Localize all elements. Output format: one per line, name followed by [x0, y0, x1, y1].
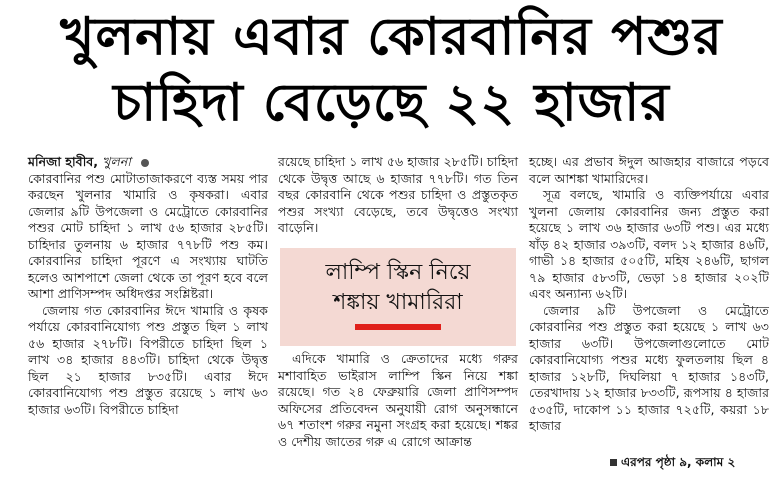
headline [0, 4, 783, 136]
column-2-lower [278, 351, 518, 450]
subheading-line-2: শঙ্কায় খামারিরা [333, 290, 463, 315]
column-3-paragraph-3: জেলার ৯টি উপজেলা ও মেট্রোতে কোরবানির পশু প্রস্তুত করা হয়েছে ১ লাখ ৬৩ হাজার ৬৩টি। উপজেলাগুলোতে মোট কোরবানিযোগ্য পশুর মধ্যে ফুলতলায় ছিল ৪ হাজার ১২৮টি, দিঘলিয়া ৭ হাজার ১৪৩টি, তেরখাদায় ১২ হাজার ৮৩৩টি, রূপসায় ৪ হাজার ৫৩৫টি, দাকোপ ১১ হাজার ৭২৫টি, কয়রা ১৮ হাজার [529, 302, 770, 433]
byline-location: খুলনা [102, 154, 131, 169]
subheading-box [280, 248, 516, 346]
bullet-icon [141, 159, 149, 167]
square-bullet-icon [610, 459, 617, 466]
headline-line-1: খুলনায় এবার কোরবানির পশুর [60, 6, 723, 67]
column-2-paragraph-top: রয়েছে চাহিদা ১ লাখ ৫৬ হাজার ২৮৫টি। চাহিদা থেকে উদ্বৃত্ত আছে ৬ হাজার ৭৭৮টি। গত তিন বছর কোরবানি থেকে পশুর চাহিদা ও প্রস্তুতকৃত পশুর সংখ্যা বেড়েছে, তবে উদ্বৃত্তেও সংখ্যা বাড়েনি। [278, 154, 518, 235]
column-3-paragraph-2: সূত্র বলছে, খামারি ও ব্যক্তিপর্যায়ে এবার খুলনা জেলায় কোরবানির জন্য প্রস্তুত করা হয়েছে ১ লাখ ৩৬ হাজার ৬৩টি পশু। এর মধ্যে ষাঁড় ৪২ হাজার ৩৯৩টি, বলদ ১২ হাজার ৪৬টি, গাভী ১৪ হাজার ৫০৫টি, মহিষ ২৪৬টি, ছাগল ৭৯ হাজার ৫৮৩টি, ভেড়া ১৪ হাজার ২০২টি এবং অন্যান্য ৬২টি। [529, 187, 769, 301]
continuation-text: এরপর পৃষ্ঠা ৯, কলাম ২ [621, 455, 736, 469]
byline-name: মনিজা হাবীব, [28, 154, 99, 169]
subheading-accent-bar [355, 324, 441, 330]
column-3-paragraph-1: হচ্ছে। এর প্রভাব ঈদুল আজহার বাজারে পড়বে বলে আশঙ্কা খামারিদের। [529, 154, 769, 186]
continuation-note [610, 454, 735, 470]
column-1-paragraph-2: জেলায় গত কোরবানির ঈদে খামারি ও কৃষক পর্যায়ে কোরবানিযোগ্য পশু প্রস্তুত ছিল ১ লাখ ৫৬ হাজার ২৭৮টি। বিপরীতে চাহিদা ছিল ১ লাখ ৩৪ হাজার ৪৪৩টি। চাহিদা থেকে উদ্বৃত্ত ছিল ২১ হাজার ৮৩৫টি। এবার ঈদে কোরবানিযোগ্য পশু প্রস্তুত রয়েছে ১ লাখ ৬৩ হাজার ৬৩টি। বিপরীতে চাহিদা [28, 302, 268, 417]
column-3 [529, 154, 769, 435]
column-1 [28, 154, 268, 418]
column-2-paragraph-lower: এদিকে খামারি ও ক্রেতাদের মধ্যে গরুর মশাবাহিত ভাইরাস লাম্পি স্কিন নিয়ে শঙ্কা রয়েছে। গত ২৪ ফেব্রুয়ারি জেলা প্রাণিসম্পদ অফিসের প্রতিবেদন অনুযায়ী রোগ অনুসন্ধানে ৬৭ শতাংশ গরুর নমুনা সংগ্রহ করা হয়েছে। শঙ্কর ও দেশীয় জাতের গরু এ রোগে আক্রান্ত [278, 351, 518, 449]
column-2-top [278, 154, 518, 237]
column-1-paragraph-1: কোরবানির পশু মোটাতাজাকরণে ব্যস্ত সময় পার করছেন খুলনার খামারি ও কৃষকরা। এবার জেলার ৯টি উপজেলা ও মেট্রোতে কোরবানির পশুর মোট চাহিদা ১ লাখ ৫৬ হাজার ২৮৫টি। চাহিদার তুলনায় ৬ হাজার ৭৭৮টি পশু কম। কোরবানির চাহিদা পূরণে এ সংখ্যায় ঘাটতি হলেও আশপাশে জেলা থেকে তা পূরণ হবে বলে আশা প্রাণিসম্পদ অধিদপ্তর সংশ্লিষ্টরা। [28, 170, 268, 301]
byline [28, 154, 268, 171]
headline-line-2: চাহিদা বেড়েছে ২২ হাজার [113, 72, 670, 133]
subheading-line-1: লাম্পি স্কিন নিয়ে [325, 260, 471, 285]
